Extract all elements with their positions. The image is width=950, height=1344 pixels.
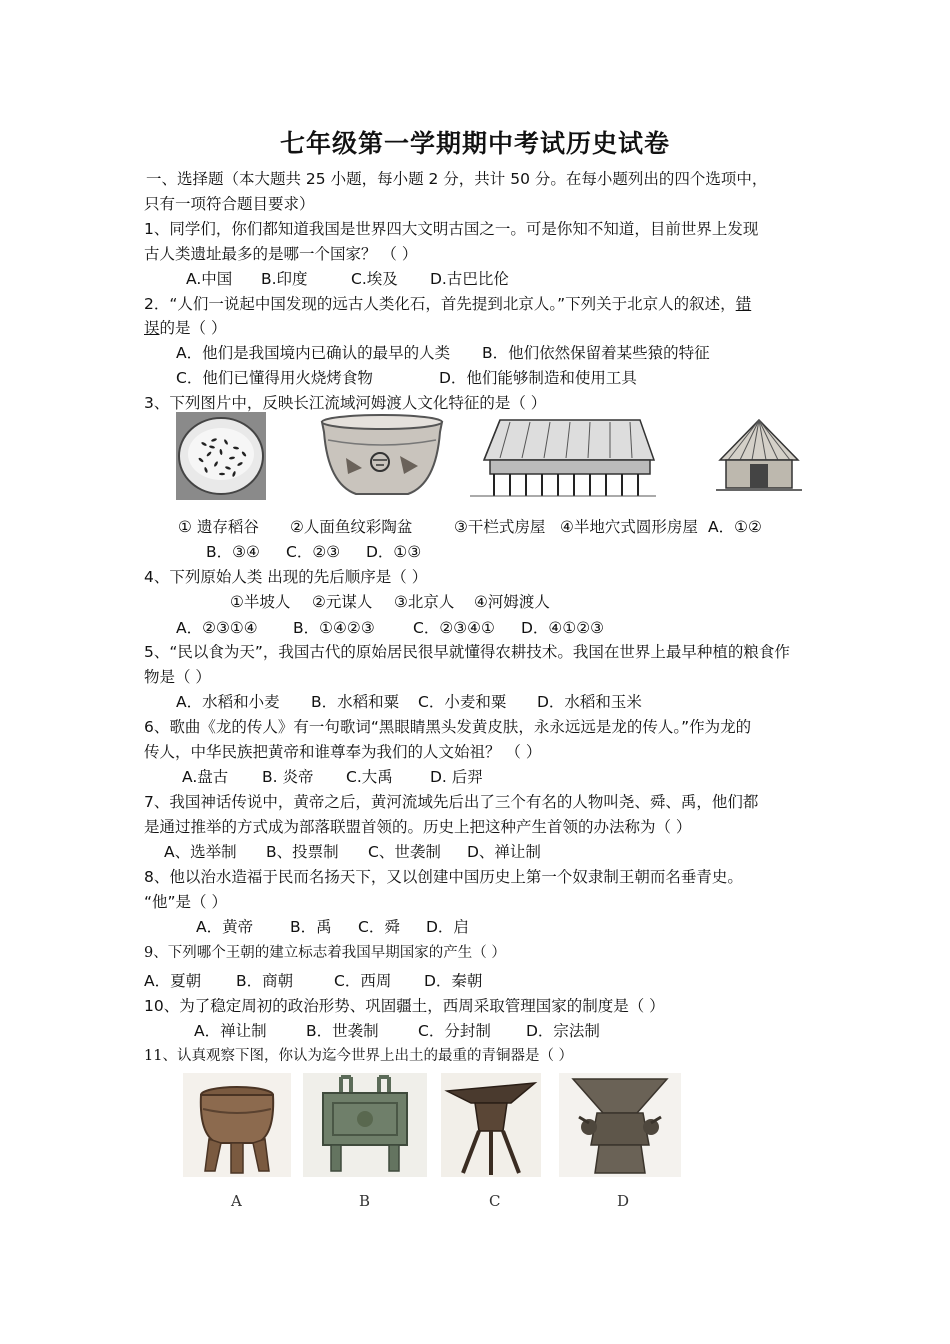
q1-stem-line1: 1、同学们，你们都知道我国是世界四大文明古国之一。可是你知不知道，目前世界上发现 [144, 220, 759, 238]
q8-option-d: D．启 [426, 918, 469, 936]
q6-option-b: B. 炎帝 [262, 768, 314, 786]
q4-item-4: ④河姆渡人 [474, 593, 550, 611]
q5-stem-line2: 物是（ ） [144, 668, 211, 686]
q1-option-d: D.古巴比伦 [430, 270, 509, 288]
q2-option-c: C．他们已懂得用火烧烤食物 [176, 369, 373, 387]
bronze-vessel-c-figure [441, 1073, 541, 1177]
stilt-house-figure [470, 412, 656, 498]
q10-stem: 10、为了稳定周初的政治形势、巩固疆土，西周采取管理国家的制度是（ ） [144, 997, 665, 1015]
painted-pottery-basin-figure [318, 412, 446, 498]
q3-stem: 3、下列图片中，反映长江流域河姆渡人文化特征的是（ ） [144, 394, 547, 412]
q5-option-a: A．水稻和小麦 [176, 693, 280, 711]
q5-stem-line1: 5、“民以食为天”，我国古代的原始居民很早就懂得农耕技术。我国在世界上最早种植的粮食作 [144, 643, 790, 661]
q10-option-d: D．宗法制 [526, 1022, 600, 1040]
section-heading-line2: 只有一项符合题目要求） [144, 195, 315, 213]
q6-option-d: D. 后羿 [430, 768, 483, 786]
q9-option-c: C．西周 [334, 972, 392, 990]
q9-stem: 9、下列哪个王朝的建立标志着我国早期国家的产生（ ） [144, 945, 506, 961]
bronze-vessel-a-figure [183, 1073, 291, 1177]
q3-label-3: ③干栏式房屋 [454, 518, 546, 536]
q7-option-a: A、选举制 [164, 843, 237, 861]
q7-stem-line1: 7、我国神话传说中，黄帝之后，黄河流域先后出了三个有名的人物叫尧、舜、禹，他们都 [144, 793, 759, 811]
q4-option-c: C．②③④① [413, 619, 495, 637]
q3-label-4: ④半地穴式圆形房屋 [560, 518, 698, 536]
q6-stem-line1: 6、歌曲《龙的传人》有一句歌词“黑眼睛黑头发黄皮肤，永永远远是龙的传人。”作为龙的 [144, 718, 752, 736]
q1-option-c: C.埃及 [351, 270, 398, 288]
q10-option-c: C．分封制 [418, 1022, 491, 1040]
q2-option-b: B．他们依然保留着某些猿的特征 [482, 344, 710, 362]
bronze-label-c: C [489, 1192, 501, 1210]
q4-item-3: ③北京人 [394, 593, 455, 611]
q3-option-d: D．①③ [366, 543, 422, 561]
q2-stem-line2: 误的是（ ） [144, 319, 227, 337]
q5-option-b: B．水稻和粟 [311, 693, 400, 711]
q4-option-d: D．④①②③ [521, 619, 605, 637]
q1-option-a: A.中国 [186, 270, 233, 288]
q6-option-c: C.大禹 [346, 768, 393, 786]
section-heading-line1: 一、选择题（本大题共 25 小题，每小题 2 分，共计 50 分。在每小题列出的四个选项中， [146, 170, 768, 188]
q6-stem-line2: 传人，中华民族把黄帝和谁尊奉为我们的人文始祖？ （ ） [144, 743, 542, 761]
q4-stem: 4、下列原始人类 出现的先后顺序是（ ） [144, 568, 428, 586]
q2-option-d: D．他们能够制造和使用工具 [439, 369, 637, 387]
q1-option-b: B.印度 [261, 270, 308, 288]
q8-stem-line2: “他”是（ ） [144, 893, 227, 911]
q5-option-c: C．小麦和粟 [418, 693, 507, 711]
q7-option-b: B、投票制 [266, 843, 339, 861]
semi-subterranean-round-house-figure [714, 416, 804, 496]
q8-option-a: A．黄帝 [196, 918, 254, 936]
bronze-vessel-b-figure [303, 1073, 427, 1177]
q9-option-a: A．夏朝 [144, 972, 202, 990]
q1-stem-line2: 古人类遗址最多的是哪一个国家？ （ ） [144, 245, 418, 263]
q8-option-b: B．禹 [290, 918, 332, 936]
q4-item-1: ①半坡人 [230, 593, 291, 611]
q7-stem-line2: 是通过推举的方式成为部落联盟首领的。历史上把这种产生首领的办法称为（ ） [144, 818, 692, 836]
q2-emphasis-wu: 误 [144, 319, 160, 337]
bronze-label-a: A [231, 1192, 242, 1210]
q11-stem: 11、认真观察下图，你认为迄今世界上出土的最重的青铜器是（ ） [144, 1048, 574, 1064]
q2-emphasis-cuo: 错 [735, 295, 752, 313]
q9-option-d: D．秦朝 [424, 972, 483, 990]
page-title: 七年级第一学期期中考试历史试卷 [279, 129, 670, 158]
bronze-label-d: D [617, 1192, 630, 1210]
q3-option-a: A．①② [708, 518, 762, 536]
q3-label-1: ① 遗存稻谷 [178, 518, 259, 536]
q6-option-a: A.盘古 [182, 768, 229, 786]
rice-grains-figure [176, 412, 266, 500]
q4-option-b: B．①④②③ [293, 619, 375, 637]
q2-option-a: A．他们是我国境内已确认的最早的人类 [176, 344, 451, 362]
q10-option-a: A．禅让制 [194, 1022, 267, 1040]
q3-option-b: B．③④ [206, 543, 260, 561]
q2-stem-line1: 2．“人们一说起中国发现的远古人类化石，首先提到北京人。”下列关于北京人的叙述，错 [144, 295, 752, 313]
q3-label-2: ②人面鱼纹彩陶盆 [290, 518, 413, 536]
bronze-vessel-d-figure [559, 1073, 681, 1177]
q7-option-c: C、世袭制 [368, 843, 441, 861]
q8-stem-line1: 8、他以治水造福于民而名扬天下，又以创建中国历史上第一个奴隶制王朝而名垂青史。 [144, 868, 743, 886]
q7-option-d: D、禅让制 [467, 843, 541, 861]
q4-option-a: A．②③①④ [176, 619, 258, 637]
bronze-label-b: B [359, 1192, 371, 1210]
q5-option-d: D．水稻和玉米 [537, 693, 642, 711]
q4-item-2: ②元谋人 [312, 593, 373, 611]
q9-option-b: B．商朝 [236, 972, 294, 990]
q10-option-b: B．世袭制 [306, 1022, 379, 1040]
q3-option-c: C．②③ [286, 543, 341, 561]
q8-option-c: C．舜 [358, 918, 400, 936]
